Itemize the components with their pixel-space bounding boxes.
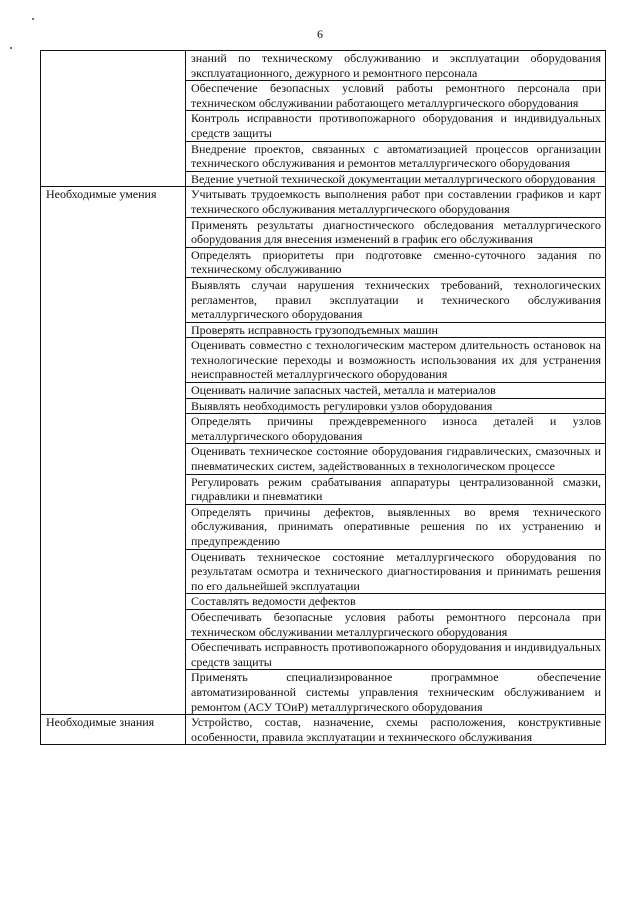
table-cell-item: Контроль исправности противопожарного оборудования и индивидуальных средств защиты bbox=[186, 111, 606, 141]
table-cell-item: Регулировать режим срабатывания аппаратуры централизованной смазки, гидравлики и пневматики bbox=[186, 474, 606, 504]
table-cell-item: Оценивать техническое состояние металлургического оборудования по результатам осмотра и технического диагностирования и принимать решения по его дальнейшей эксплуатации bbox=[186, 549, 606, 594]
table-cell-item: Обеспечивать исправность противопожарного оборудования и индивидуальных средств защиты bbox=[186, 640, 606, 670]
table-cell-item: Определять приоритеты при подготовке сменно-суточного задания по техническому обслуживанию bbox=[186, 247, 606, 277]
table-cell-item: Внедрение проектов, связанных с автоматизацией процессов организации технического обслуживания и ремонтов металлургического оборудования bbox=[186, 141, 606, 171]
competency-table bbox=[40, 50, 606, 745]
table-row bbox=[41, 51, 606, 81]
section-label: Необходимые умения bbox=[41, 187, 186, 715]
table-cell-item: знаний по техническому обслуживанию и эксплуатации оборудования эксплуатационного, дежурного и ремонтного персонала bbox=[186, 51, 606, 81]
table-cell-item: Определять причины дефектов, выявленных во время технического обслуживания, принимать оперативные решения по их устранению и предупреждению bbox=[186, 504, 606, 549]
table-cell-item: Проверять исправность грузоподъемных машин bbox=[186, 322, 606, 338]
scan-speck bbox=[32, 18, 34, 20]
table-cell-item: Ведение учетной технической документации металлургического оборудования bbox=[186, 171, 606, 187]
table-cell-item: Выявлять случаи нарушения технических требований, технологических регламентов, правил эксплуатации и технического обслуживания металлургического оборудования bbox=[186, 277, 606, 322]
table-cell-item: Оценивать наличие запасных частей, металла и материалов bbox=[186, 383, 606, 399]
section-label bbox=[41, 51, 186, 187]
table-cell-item: Составлять ведомости дефектов bbox=[186, 594, 606, 610]
table-cell-item: Применять специализированное программное обеспечение автоматизированной системы управления техническим обслуживанием и ремонтом (АСУ ТОиР) металлургического оборудования bbox=[186, 670, 606, 715]
section-label: Необходимые знания bbox=[41, 715, 186, 745]
table-row bbox=[41, 715, 606, 745]
table-cell-item: Обеспечение безопасных условий работы ремонтного персонала при техническом обслуживании работающего металлургического оборудования bbox=[186, 81, 606, 111]
table-cell-item: Применять результаты диагностического обследования металлургического оборудования для внесения изменений в график его обслуживания bbox=[186, 217, 606, 247]
table-cell-item: Обеспечивать безопасные условия работы ремонтного персонала при техническом обслуживании металлургического оборудования bbox=[186, 609, 606, 639]
scan-speck bbox=[10, 47, 12, 49]
table-row bbox=[41, 187, 606, 217]
table-cell-item: Учитывать трудоемкость выполнения работ при составлении графиков и карт технического обслуживания металлургического оборудования bbox=[186, 187, 606, 217]
table-cell-item: Оценивать совместно с технологическим мастером длительность остановок на технологические переходы и возможность использования их для устранения неисправностей металлургического оборудования bbox=[186, 338, 606, 383]
table-cell-item: Устройство, состав, назначение, схемы расположения, конструктивные особенности, правила эксплуатации и технического обслуживания bbox=[186, 715, 606, 745]
page-number: 6 bbox=[317, 27, 323, 41]
table-cell-item: Определять причины преждевременного износа деталей и узлов металлургического оборудования bbox=[186, 414, 606, 444]
table-cell-item: Оценивать техническое состояние оборудования гидравлических, смазочных и пневматических систем, задействованных в технологическом процессе bbox=[186, 444, 606, 474]
table-cell-item: Выявлять необходимость регулировки узлов оборудования bbox=[186, 398, 606, 414]
